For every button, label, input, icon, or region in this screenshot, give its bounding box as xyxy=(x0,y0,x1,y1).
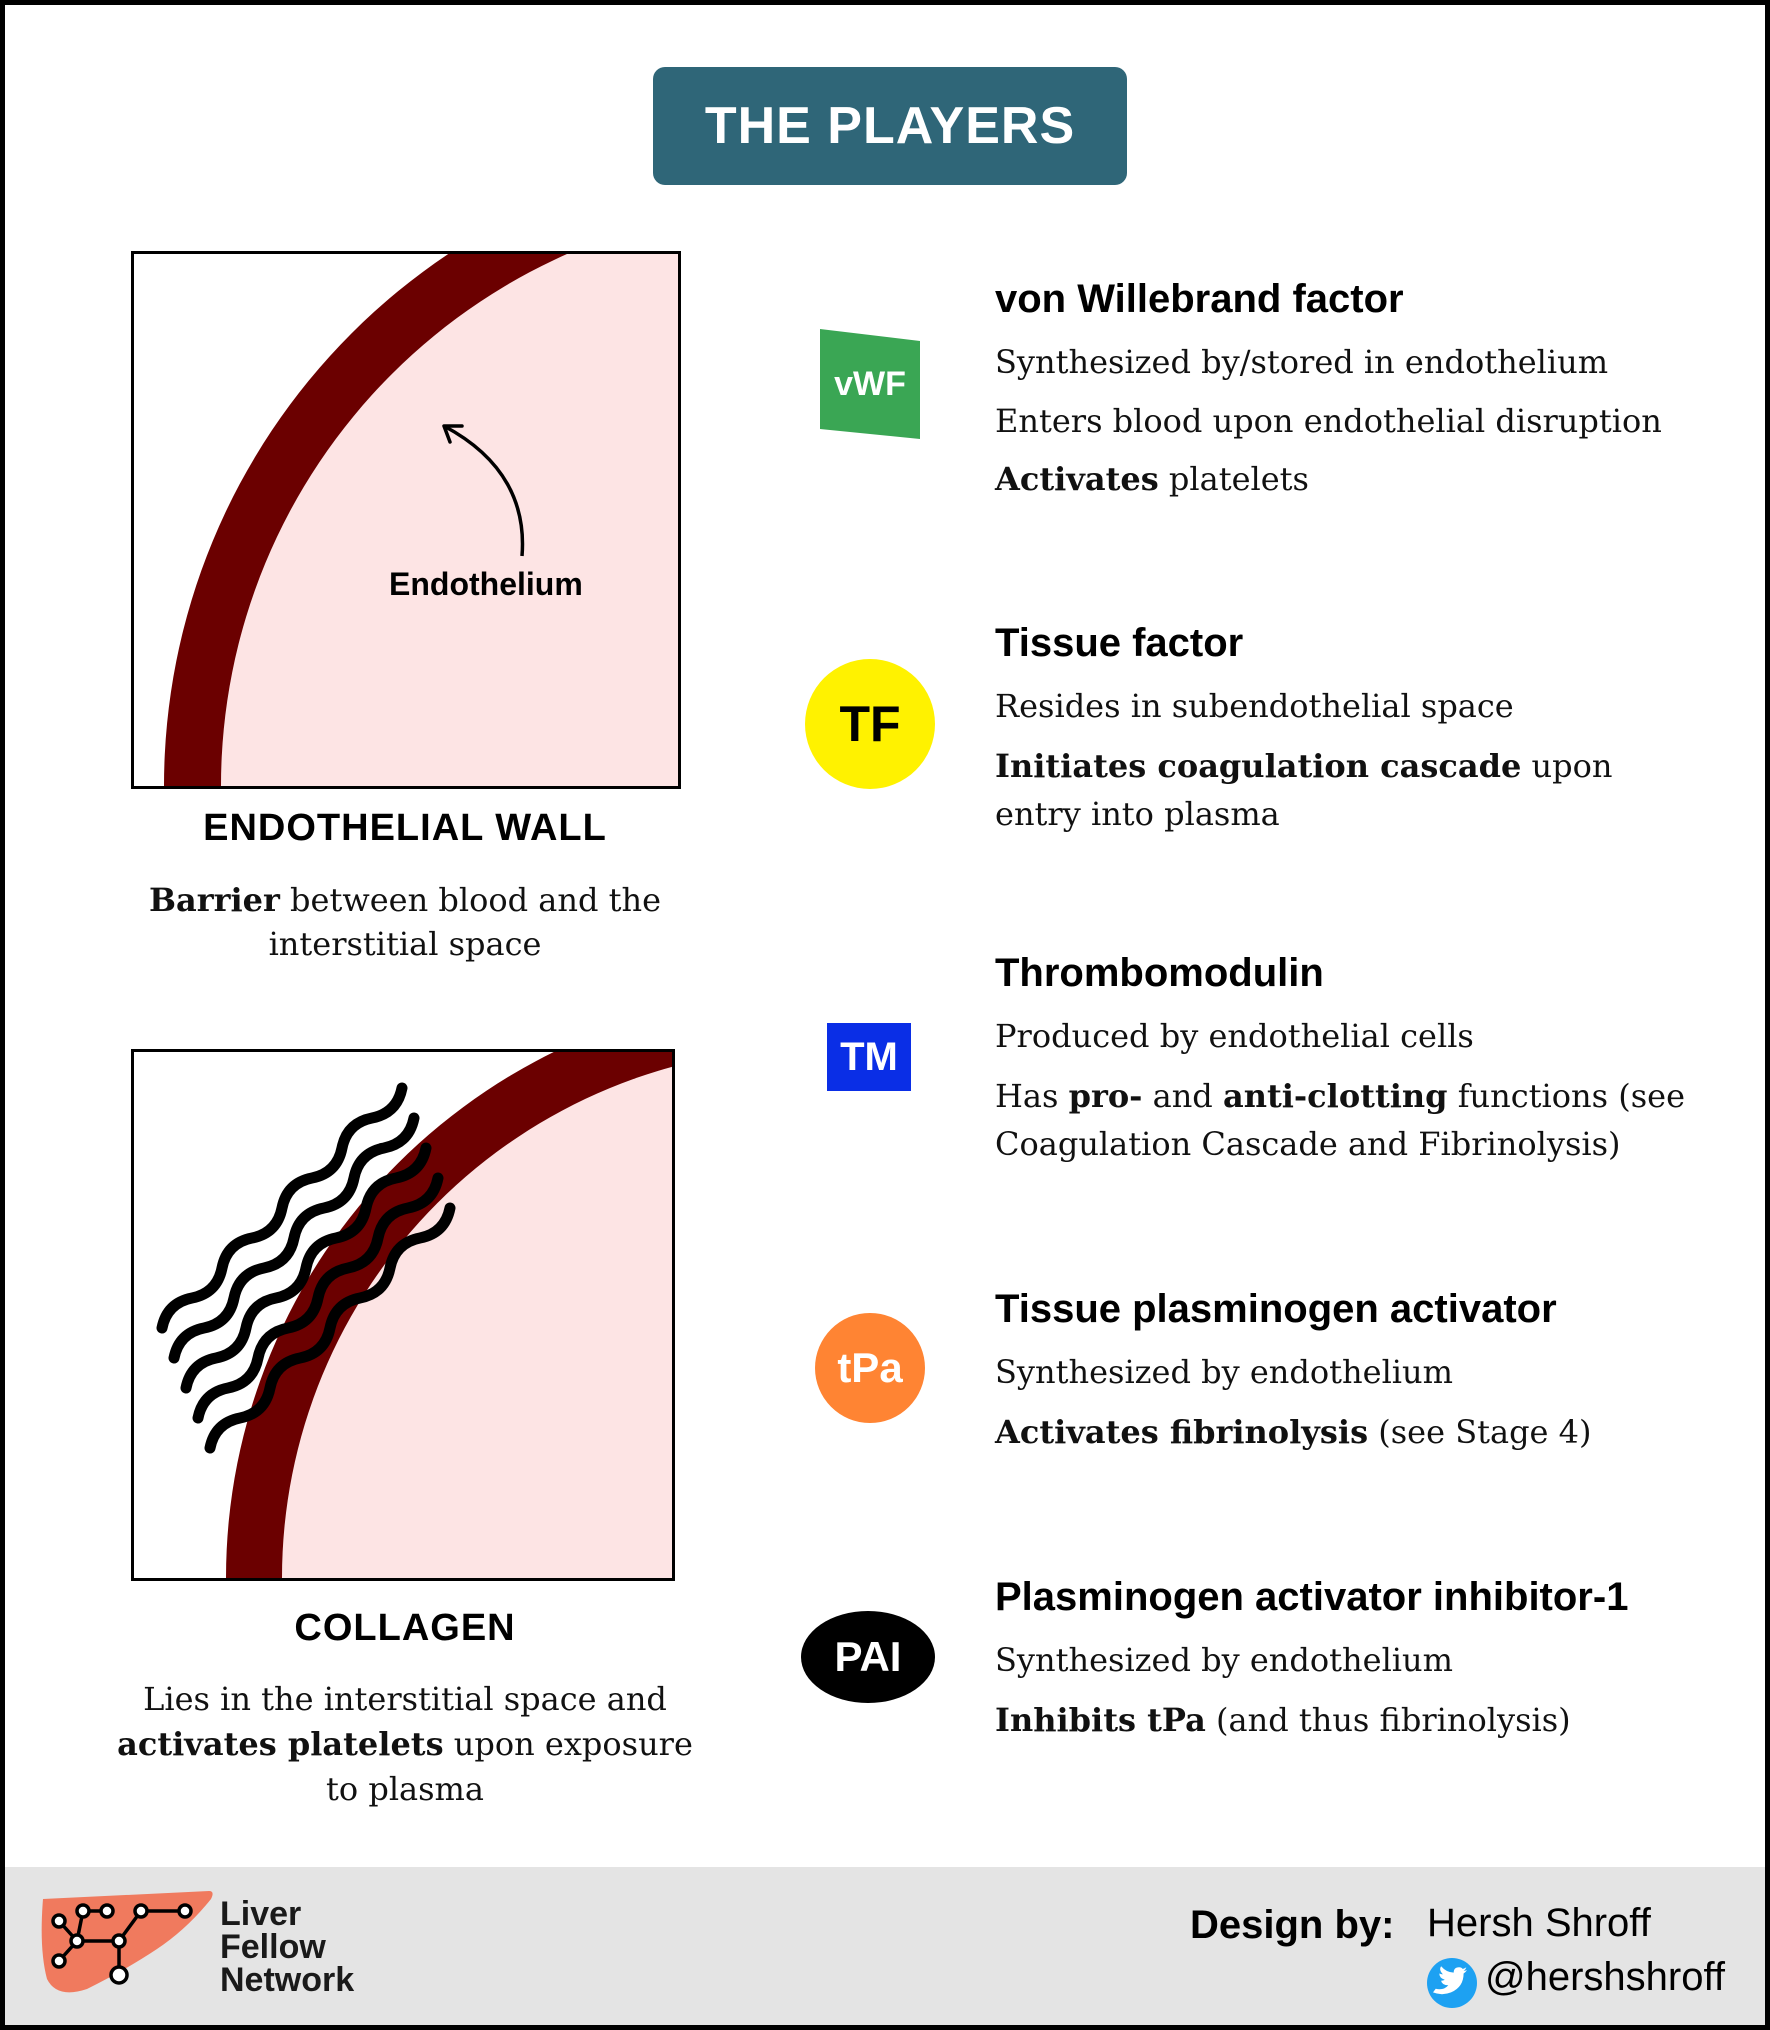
design-by-label: Design by: xyxy=(1190,1903,1395,1947)
tm-badge xyxy=(827,1023,911,1091)
pai-badge-label: PAI xyxy=(834,1633,902,1680)
tpa-badge-label: tPa xyxy=(837,1344,903,1391)
pai-line-2 xyxy=(995,1696,1695,1744)
vwf-line-3-bold: Activates xyxy=(995,460,1159,498)
endothelial-wall-description xyxy=(125,879,685,966)
tpa-line-2-bold: Activates fibrinolysis xyxy=(995,1413,1369,1451)
endothelial-wall-diagram xyxy=(131,251,681,789)
tf-badge-label: TF xyxy=(839,696,901,752)
logo-text-line-1: Liver xyxy=(220,1895,302,1933)
tm-badge-label: TM xyxy=(840,1034,898,1079)
collagen-desc-text-2: upon exposure to plasma xyxy=(326,1724,693,1808)
vwf-badge-label: vWF xyxy=(834,364,906,403)
liver-network-logo-icon xyxy=(37,1889,217,1999)
collagen-title: COLLAGEN xyxy=(294,1607,516,1649)
collagen-description xyxy=(115,1677,695,1811)
tpa-badge xyxy=(815,1313,925,1423)
author-name: Hersh Shroff xyxy=(1427,1901,1651,1945)
tm-line-2-c: and xyxy=(1142,1077,1223,1115)
tf-line-2 xyxy=(995,742,1695,838)
twitter-handle: @hershshroff xyxy=(1485,1955,1725,1999)
pai-line-2-text: (and thus fibrinolysis) xyxy=(1205,1701,1571,1739)
endothelial-wall-title: ENDOTHELIAL WALL xyxy=(203,807,607,849)
collagen-desc-text-1: Lies in the interstitial space and xyxy=(143,1680,667,1718)
endothelial-desc-text: between blood and the interstitial space xyxy=(268,881,662,963)
tf-name: Tissue factor xyxy=(995,621,1244,665)
vessel-wall-illustration xyxy=(134,254,678,786)
pai-line-2-bold: Inhibits tPa xyxy=(995,1701,1206,1739)
tpa-line-2-text: (see Stage 4) xyxy=(1368,1413,1592,1451)
tm-line-2-bold-1: pro- xyxy=(1068,1077,1143,1115)
tpa-line-2 xyxy=(995,1408,1695,1456)
logo-text-line-3: Network xyxy=(220,1961,355,1999)
tm-line-2-a: Has xyxy=(995,1077,1069,1115)
liver-fellow-network-logo-text xyxy=(220,1895,355,1999)
tf-line-2-bold: Initiates coagulation cascade xyxy=(995,747,1522,785)
tm-line-2-d: functions (see Coagulation Cascade and Fibrinolysis) xyxy=(995,1077,1686,1163)
logo-text-line-2: Fellow xyxy=(220,1928,326,1966)
vwf-name: von Willebrand factor xyxy=(995,277,1404,321)
vwf-line-3-text: platelets xyxy=(1158,460,1309,498)
pai-name: Plasminogen activator inhibitor-1 xyxy=(995,1575,1629,1619)
endothelial-desc-bold: Barrier xyxy=(148,881,280,919)
tm-line-2-bold-2: anti-clotting xyxy=(1222,1077,1448,1115)
collagen-desc-bold: activates platelets xyxy=(117,1724,444,1763)
pai-line-1: Synthesized by endothelium xyxy=(995,1641,1453,1679)
collagen-illustration xyxy=(134,1052,672,1578)
tpa-line-1: Synthesized by endothelium xyxy=(995,1353,1453,1391)
vwf-badge xyxy=(820,329,920,439)
vwf-line-2: Enters blood upon endothelial disruption xyxy=(995,402,1662,440)
vwf-line-3 xyxy=(995,455,1695,503)
pai-badge xyxy=(801,1611,935,1703)
tf-line-1: Resides in subendothelial space xyxy=(995,687,1514,725)
collagen-diagram xyxy=(131,1049,675,1581)
page-title: THE PLAYERS xyxy=(653,67,1127,185)
footer xyxy=(5,1867,1765,2025)
tf-badge xyxy=(805,659,935,789)
vwf-line-1: Synthesized by/stored in endothelium xyxy=(995,343,1609,381)
tf-line-2-text: upon entry into plasma xyxy=(995,747,1613,833)
tpa-name: Tissue plasminogen activator xyxy=(995,1287,1557,1331)
tm-line-1: Produced by endothelial cells xyxy=(995,1017,1474,1055)
twitter-icon xyxy=(1427,1958,1477,2008)
tm-name: Thrombomodulin xyxy=(995,951,1324,995)
endothelium-label: Endothelium xyxy=(389,566,583,602)
tm-line-2 xyxy=(995,1072,1695,1168)
